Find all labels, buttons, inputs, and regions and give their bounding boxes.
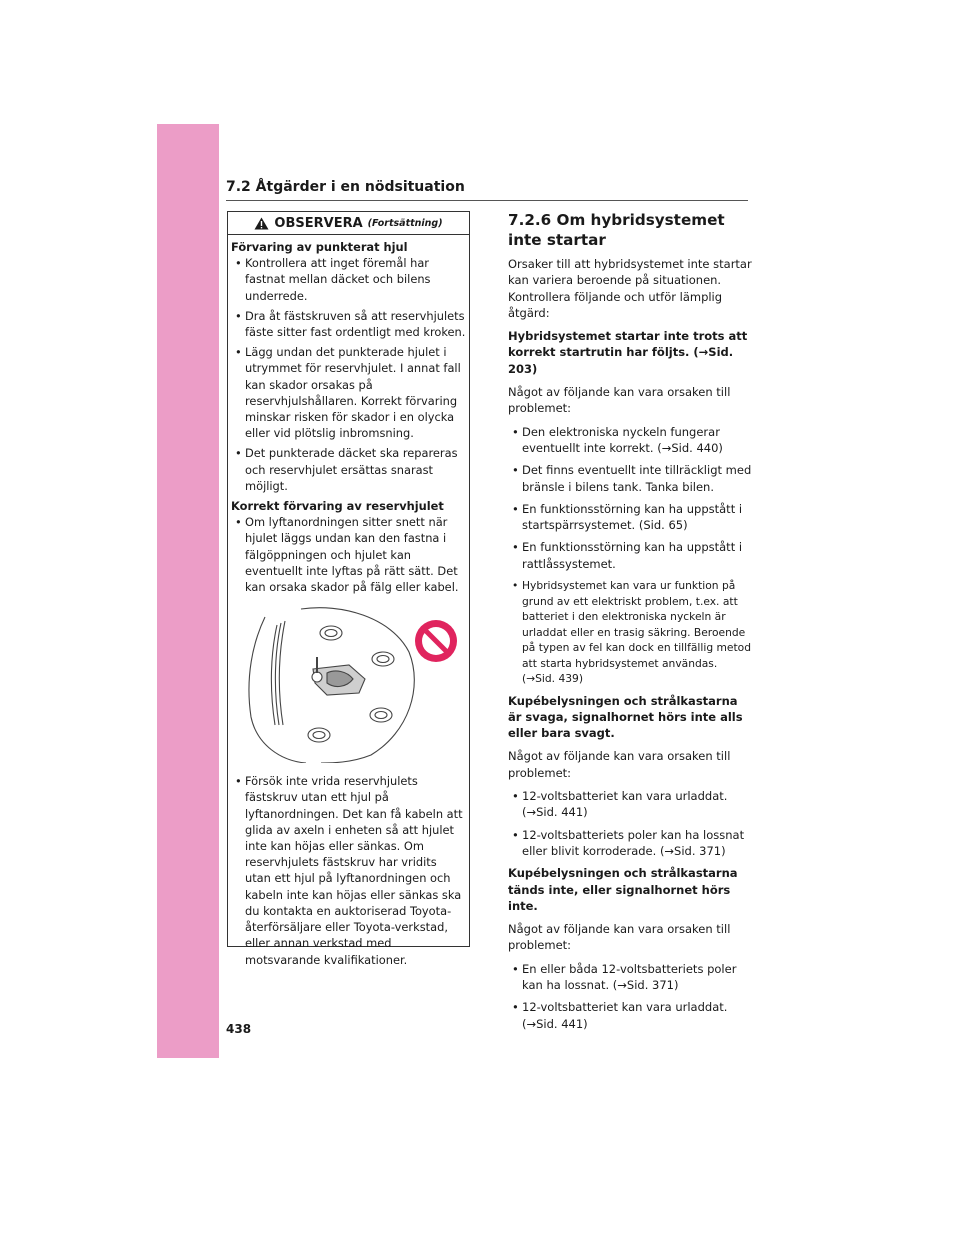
warning-triangle-icon [254, 217, 269, 230]
notice-bullet: • Dra åt fästskruven så att reservhjulets fäste sitter fast ordentligt med kroken. [231, 308, 466, 340]
cause-bullet: • 12-voltsbatteriet kan vara urladdat. (→Sid. 441) [508, 999, 752, 1032]
notice-bullet: • Lägg undan det punkterade hjulet i utrymmet för reservhjulet. I annat fall kan skador orsakas på reservhjulshållaren. Korrekt förvaring minskar risken för skador i en olycka eller vid plötslig inbromsning. [231, 344, 466, 441]
notice-header [228, 212, 469, 235]
notice-bullet: • Försök inte vrida reservhjulets fästskruv utan ett hjul på lyftanordningen. Det kan få kabeln att glida av axeln i enheten så att hjulet inte kan höjas eller sänkas. Om reservhjulets fästskruv har vridits utan ett hjul på lyftanordningen och kabeln inte kan höjas eller sänkas ska du kontakta en auktoriserad Toyota-återförsäljare eller Toyota-verkstad, eller annan verkstad med motsvarande kvalifikationer. [231, 773, 466, 967]
notice-title: OBSERVERA [274, 215, 363, 231]
symptom-heading: Kupébelysningen och strålkastarna är svaga, signalhornet hörs inte alls eller bara svagt. [508, 693, 743, 741]
cause-bullet: • Det finns eventuellt inte tillräckligt med bränsle i bilens tank. Tanka bilen. [508, 462, 752, 495]
notice-continued: (Fortsättning) [367, 217, 443, 229]
cause-bullet: • En eller båda 12-voltsbatteriets poler kan ha lossnat. (→Sid. 371) [508, 961, 752, 994]
cause-bullet: • 12-voltsbatteriets poler kan ha lossnat eller blivit korroderade. (→Sid. 371) [508, 827, 752, 860]
cause-lead: Något av följande kan vara orsaken till problemet: [508, 749, 731, 780]
notice-bullet: • Det punkterade däcket ska repareras och reservhjulet ersättas snarast möjligt. [231, 445, 466, 494]
notice-box [227, 211, 470, 967]
section-header: 7.2 Åtgärder i en nödsituation [226, 178, 748, 201]
prohibited-icon [415, 620, 457, 662]
symptom-heading: Kupébelysningen och strålkastarna tänds inte, eller signalhornet hörs inte. [508, 866, 738, 913]
section-title: 7.2.6 Om hybridsystemet inte startar [508, 211, 725, 249]
cause-lead: Något av följande kan vara orsaken till problemet: [508, 385, 731, 416]
notice-bullet: • Kontrollera att inget föremål har fastnat mellan däcket och bilens underrede. [231, 255, 466, 304]
notice-bullet: • Om lyftanordningen sitter snett när hjulet läggs undan kan den fastna i fälgöppningen och hjulet kan eventuellt inte lyftas på rätt sätt. Det kan orsaka skador på fälg eller kabel. [231, 514, 466, 595]
page-number: 438 [226, 1022, 252, 1036]
wheel-drawing [231, 607, 467, 763]
right-column [508, 210, 752, 1038]
cause-bullet: • 12-voltsbatteriet kan vara urladdat. (→Sid. 441) [508, 788, 752, 821]
cause-bullet: • Den elektroniska nyckeln fungerar eventuellt inte korrekt. (→Sid. 440) [508, 424, 752, 457]
cause-bullet: • Hybridsystemet kan vara ur funktion på grund av ett elektriskt problem, t.ex. att batteriet i den elektroniska nyckeln är urladdat eller en trasig säkring. Beroende på typen av fel kan dock en tillfällig metod att starta hybridsystemet användas. (→Sid. 439) [508, 578, 752, 687]
cause-lead: Något av följande kan vara orsaken till problemet: [508, 922, 731, 953]
spare-wheel-illustration [231, 607, 466, 763]
notice-subheading: Korrekt förvaring av reservhjulet [231, 499, 444, 514]
cause-bullet: • En funktionsstörning kan ha uppstått i rattlåssystemet. [508, 539, 752, 572]
intro-paragraph: Orsaker till att hybridsystemet inte startar kan variera beroende på situationen. Kontrollera följande och utför lämplig åtgärd: [508, 257, 752, 320]
symptom-heading: Hybridsystemet startar inte trots att korrekt startrutin har följts. (→Sid. 203) [508, 329, 748, 376]
chapter-tab [157, 124, 219, 1058]
notice-body [228, 235, 469, 968]
notice-subheading: Förvaring av punkterat hjul [231, 240, 408, 254]
cause-bullet: • En funktionsstörning kan ha uppstått i startspärrsystemet. (Sid. 65) [508, 501, 752, 534]
